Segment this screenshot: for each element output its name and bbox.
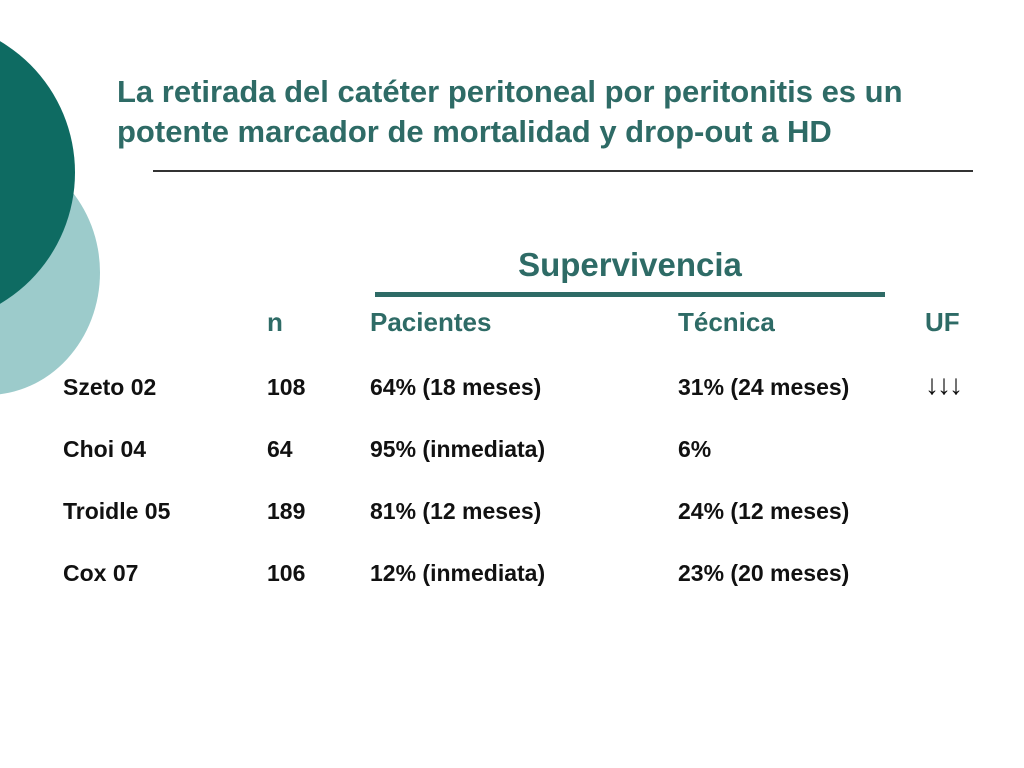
section-divider xyxy=(375,292,885,297)
table-cell-pacientes: 95% (inmediata) xyxy=(370,436,546,462)
table-cell-n: 189 xyxy=(267,498,306,524)
table-cell-n: 108 xyxy=(267,374,306,400)
table-cell-study: Szeto 02 xyxy=(63,374,157,400)
table-cell-n: 106 xyxy=(267,560,306,586)
column-header-uf: UF xyxy=(925,307,960,337)
table-cell-pacientes: 81% (12 meses) xyxy=(370,498,542,524)
table-cell-tecnica: 6% xyxy=(678,436,712,462)
table-cell-n: 64 xyxy=(267,436,293,462)
table-cell-tecnica: 31% (24 meses) xyxy=(678,374,850,400)
table-cell-uf: ↓↓↓ xyxy=(925,369,961,400)
slide-title: La retirada del catéter peritoneal por peritonitis es un potente marcador de mortalidad y drop-out a HD xyxy=(117,74,903,149)
table-cell-study: Troidle 05 xyxy=(63,498,171,524)
column-header-tecnica: Técnica xyxy=(678,307,775,337)
column-header-n: n xyxy=(267,307,283,337)
table-cell-tecnica: 24% (12 meses) xyxy=(678,498,850,524)
table-cell-study: Choi 04 xyxy=(63,436,147,462)
table-cell-pacientes: 12% (inmediata) xyxy=(370,560,546,586)
title-divider xyxy=(153,170,973,172)
section-heading: Supervivencia xyxy=(518,246,742,283)
table-cell-tecnica: 23% (20 meses) xyxy=(678,560,850,586)
column-header-pacientes: Pacientes xyxy=(370,307,492,337)
table-cell-pacientes: 64% (18 meses) xyxy=(370,374,542,400)
table-cell-study: Cox 07 xyxy=(63,560,139,586)
